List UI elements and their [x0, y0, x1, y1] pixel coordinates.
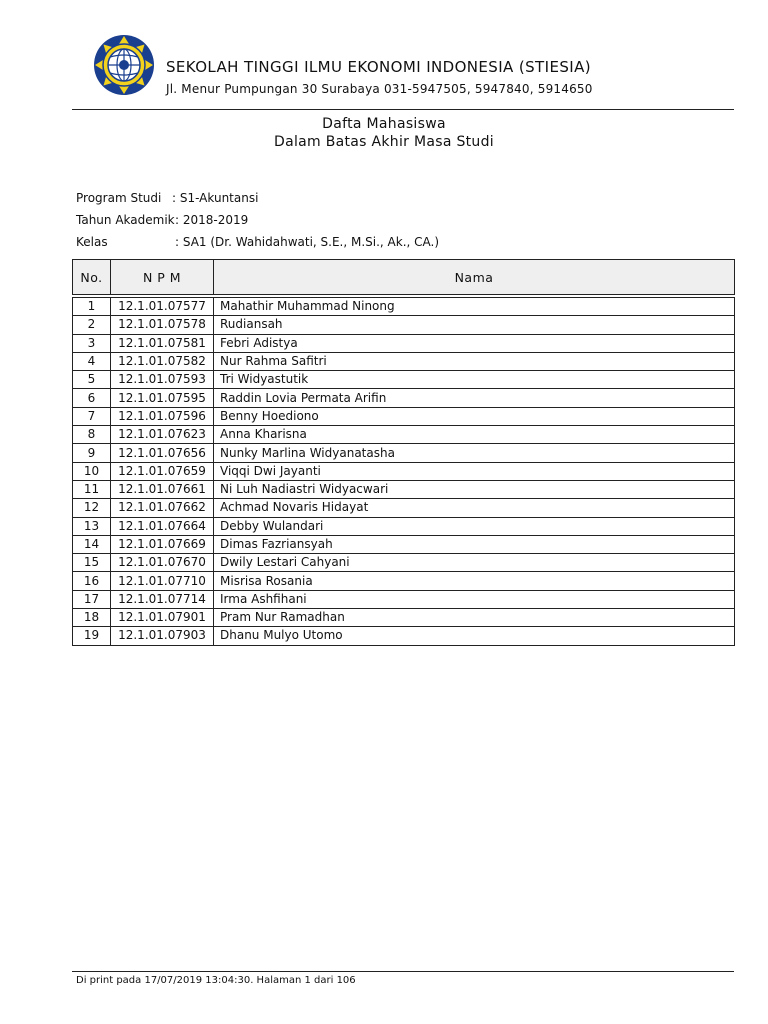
program-label: Program Studi — [76, 191, 162, 205]
row-nama: Mahathir Muhammad Ninong — [214, 298, 735, 316]
table-row — [73, 480, 735, 498]
row-npm: 12.1.01.07595 — [111, 389, 214, 407]
school-address: Jl. Menur Pumpungan 30 Surabaya 031-5947505, 5947840, 5914650 — [166, 82, 593, 96]
row-no: 9 — [73, 444, 111, 462]
table-row — [73, 298, 735, 316]
table-row — [73, 572, 735, 590]
table-row — [73, 627, 735, 645]
row-no: 13 — [73, 517, 111, 535]
row-npm: 12.1.01.07582 — [111, 352, 214, 370]
row-nama: Ni Luh Nadiastri Widyacwari — [214, 480, 735, 498]
row-nama: Debby Wulandari — [214, 517, 735, 535]
header-nama: Nama — [214, 260, 735, 295]
tahun-label: Tahun Akademik — [76, 213, 175, 227]
row-npm: 12.1.01.07578 — [111, 316, 214, 334]
row-npm: 12.1.01.07659 — [111, 462, 214, 480]
row-npm: 12.1.01.07670 — [111, 554, 214, 572]
row-npm: 12.1.01.07710 — [111, 572, 214, 590]
table-body — [73, 295, 735, 646]
row-no: 12 — [73, 499, 111, 517]
row-nama: Dhanu Mulyo Utomo — [214, 627, 735, 645]
row-nama: Rudiansah — [214, 316, 735, 334]
document-subtitle: Dalam Batas Akhir Masa Studi — [274, 134, 494, 150]
row-no: 7 — [73, 407, 111, 425]
table-row — [73, 444, 735, 462]
header-no: No. — [73, 260, 111, 295]
stiesia-logo — [93, 34, 155, 96]
row-npm: 12.1.01.07656 — [111, 444, 214, 462]
row-npm: 12.1.01.07623 — [111, 426, 214, 444]
row-nama: Dwily Lestari Cahyani — [214, 554, 735, 572]
row-npm: 12.1.01.07669 — [111, 535, 214, 553]
school-name: SEKOLAH TINGGI ILMU EKONOMI INDONESIA (STIESIA) — [166, 58, 591, 76]
row-nama: Irma Ashfihani — [214, 590, 735, 608]
table-row — [73, 334, 735, 352]
footer-divider — [72, 971, 734, 972]
row-nama: Nunky Marlina Widyanatasha — [214, 444, 735, 462]
document-title: Dafta Mahasiswa — [322, 116, 446, 132]
student-table — [72, 259, 735, 646]
kelas-label: Kelas — [76, 235, 108, 249]
row-no: 1 — [73, 298, 111, 316]
row-no: 17 — [73, 590, 111, 608]
table-row — [73, 389, 735, 407]
row-npm: 12.1.01.07901 — [111, 609, 214, 627]
row-npm: 12.1.01.07903 — [111, 627, 214, 645]
table-row — [73, 352, 735, 370]
row-nama: Viqqi Dwi Jayanti — [214, 462, 735, 480]
table-row — [73, 407, 735, 425]
table-row — [73, 535, 735, 553]
row-npm: 12.1.01.07664 — [111, 517, 214, 535]
row-no: 11 — [73, 480, 111, 498]
tahun-value: : 2018-2019 — [175, 213, 249, 227]
row-no: 19 — [73, 627, 111, 645]
header-divider — [72, 109, 734, 110]
header-npm: N P M — [111, 260, 214, 295]
row-no: 18 — [73, 609, 111, 627]
row-nama: Achmad Novaris Hidayat — [214, 499, 735, 517]
table-row — [73, 590, 735, 608]
row-no: 5 — [73, 371, 111, 389]
row-no: 15 — [73, 554, 111, 572]
row-npm: 12.1.01.07577 — [111, 298, 214, 316]
program-value: : S1-Akuntansi — [172, 191, 259, 205]
row-no: 8 — [73, 426, 111, 444]
table-row — [73, 554, 735, 572]
print-footer: Di print pada 17/07/2019 13:04:30. Halaman 1 dari 106 — [76, 975, 356, 986]
row-npm: 12.1.01.07593 — [111, 371, 214, 389]
table-row — [73, 609, 735, 627]
row-nama: Pram Nur Ramadhan — [214, 609, 735, 627]
row-nama: Nur Rahma Safitri — [214, 352, 735, 370]
kelas-value: : SA1 (Dr. Wahidahwati, S.E., M.Si., Ak., CA.) — [175, 235, 440, 249]
row-nama: Anna Kharisna — [214, 426, 735, 444]
row-nama: Tri Widyastutik — [214, 371, 735, 389]
table-row — [73, 499, 735, 517]
row-no: 3 — [73, 334, 111, 352]
table-row — [73, 462, 735, 480]
table-row — [73, 316, 735, 334]
table-row — [73, 517, 735, 535]
row-no: 14 — [73, 535, 111, 553]
row-npm: 12.1.01.07662 — [111, 499, 214, 517]
row-nama: Febri Adistya — [214, 334, 735, 352]
row-no: 16 — [73, 572, 111, 590]
row-npm: 12.1.01.07714 — [111, 590, 214, 608]
row-no: 2 — [73, 316, 111, 334]
row-nama: Misrisa Rosania — [214, 572, 735, 590]
row-no: 4 — [73, 352, 111, 370]
table-header-row — [73, 260, 735, 295]
row-nama: Dimas Fazriansyah — [214, 535, 735, 553]
row-nama: Raddin Lovia Permata Arifin — [214, 389, 735, 407]
table-row — [73, 426, 735, 444]
row-nama: Benny Hoediono — [214, 407, 735, 425]
row-no: 6 — [73, 389, 111, 407]
row-npm: 12.1.01.07596 — [111, 407, 214, 425]
row-npm: 12.1.01.07661 — [111, 480, 214, 498]
row-npm: 12.1.01.07581 — [111, 334, 214, 352]
row-no: 10 — [73, 462, 111, 480]
table-row — [73, 371, 735, 389]
